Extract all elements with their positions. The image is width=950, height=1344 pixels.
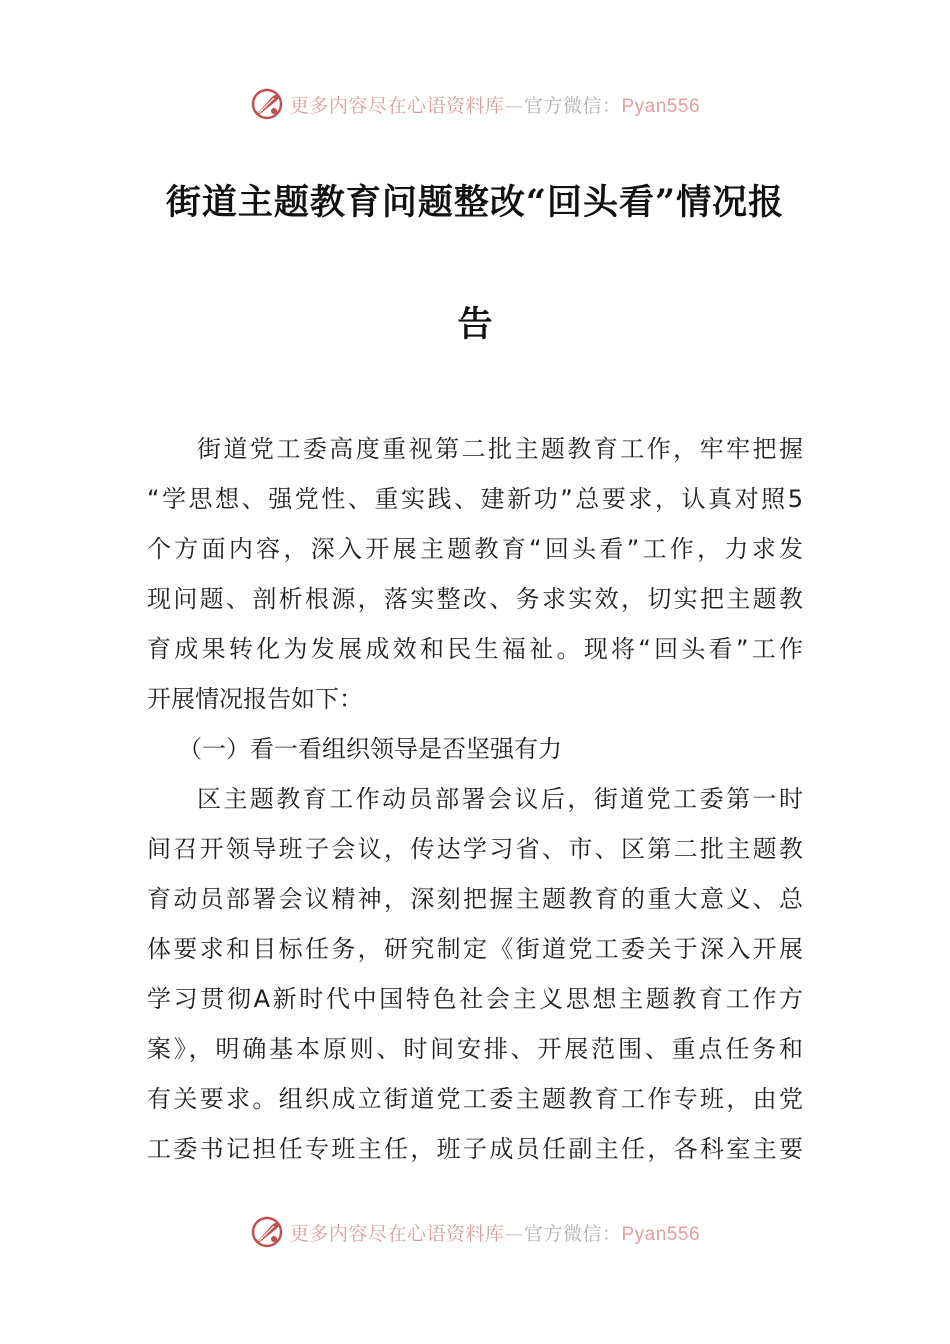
paragraph-line: 街道党工委高度重视第二批主题教育工作，牢牢把握 — [197, 435, 803, 463]
paragraph-line: 区主题教育工作动员部署会议后，街道党工委第一时 — [197, 785, 803, 813]
paragraph-line: 体要求和目标任务，研究制定《街道党工委关于深入开展 — [147, 935, 803, 963]
watermark-text — [290, 1219, 700, 1246]
watermark-library-text: 更多内容尽在心语资料库 — [289, 1222, 505, 1245]
document-title-line-1: 街道主题教育问题整改“回头看”情况报 — [165, 182, 785, 223]
watermark-wechat-id: Pyan556 — [621, 95, 701, 117]
watermark-wechat-id: Pyan556 — [621, 1223, 701, 1245]
paragraph-line: 有关要求。组织成立街道党工委主题教育工作专班，由党 — [147, 1085, 803, 1113]
watermark-wechat-label: 官方微信： — [523, 94, 622, 117]
watermark-banner-top — [0, 84, 950, 124]
watermark-wechat-label: 官方微信： — [523, 1222, 622, 1245]
paragraph-line: 间召开领导班子会议，传达学习省、市、区第二批主题教 — [147, 835, 803, 863]
watermark-dash: — — [504, 94, 524, 117]
paragraph-line: 工委书记担任专班主任，班子成员任副主任，各科室主要 — [147, 1135, 803, 1163]
paragraph-line: 个方面内容，深入开展主题教育“回头看”工作，力求发 — [147, 535, 803, 563]
paragraph-line: 开展情况报告如下： — [147, 685, 363, 713]
paragraph-line: 学习贯彻A新时代中国特色社会主义思想主题教育工作方 — [147, 985, 803, 1013]
quill-logo-icon — [250, 1215, 284, 1249]
paragraph-line: 案》，明确基本原则、时间安排、开展范围、重点任务和 — [147, 1035, 803, 1063]
watermark-library-text: 更多内容尽在心语资料库 — [289, 94, 505, 117]
paragraph-line: 育动员部署会议精神，深刻把握主题教育的重大意义、总 — [147, 885, 803, 913]
document-title-line-2: 告 — [457, 304, 493, 345]
watermark-text — [290, 91, 700, 118]
paragraph-line: “学思想、强党性、重实践、建新功”总要求，认真对照5 — [147, 485, 803, 513]
section-heading: （一）看一看组织领导是否坚强有力 — [178, 735, 562, 763]
quill-logo-icon — [250, 87, 284, 121]
paragraph-line: 现问题、剖析根源，落实整改、务求实效，切实把主题教 — [147, 585, 803, 613]
watermark-dash: — — [504, 1222, 524, 1245]
watermark-banner-bottom — [0, 1212, 950, 1252]
paragraph-line: 育成果转化为发展成效和民生福祉。现将“回头看”工作 — [147, 635, 803, 663]
